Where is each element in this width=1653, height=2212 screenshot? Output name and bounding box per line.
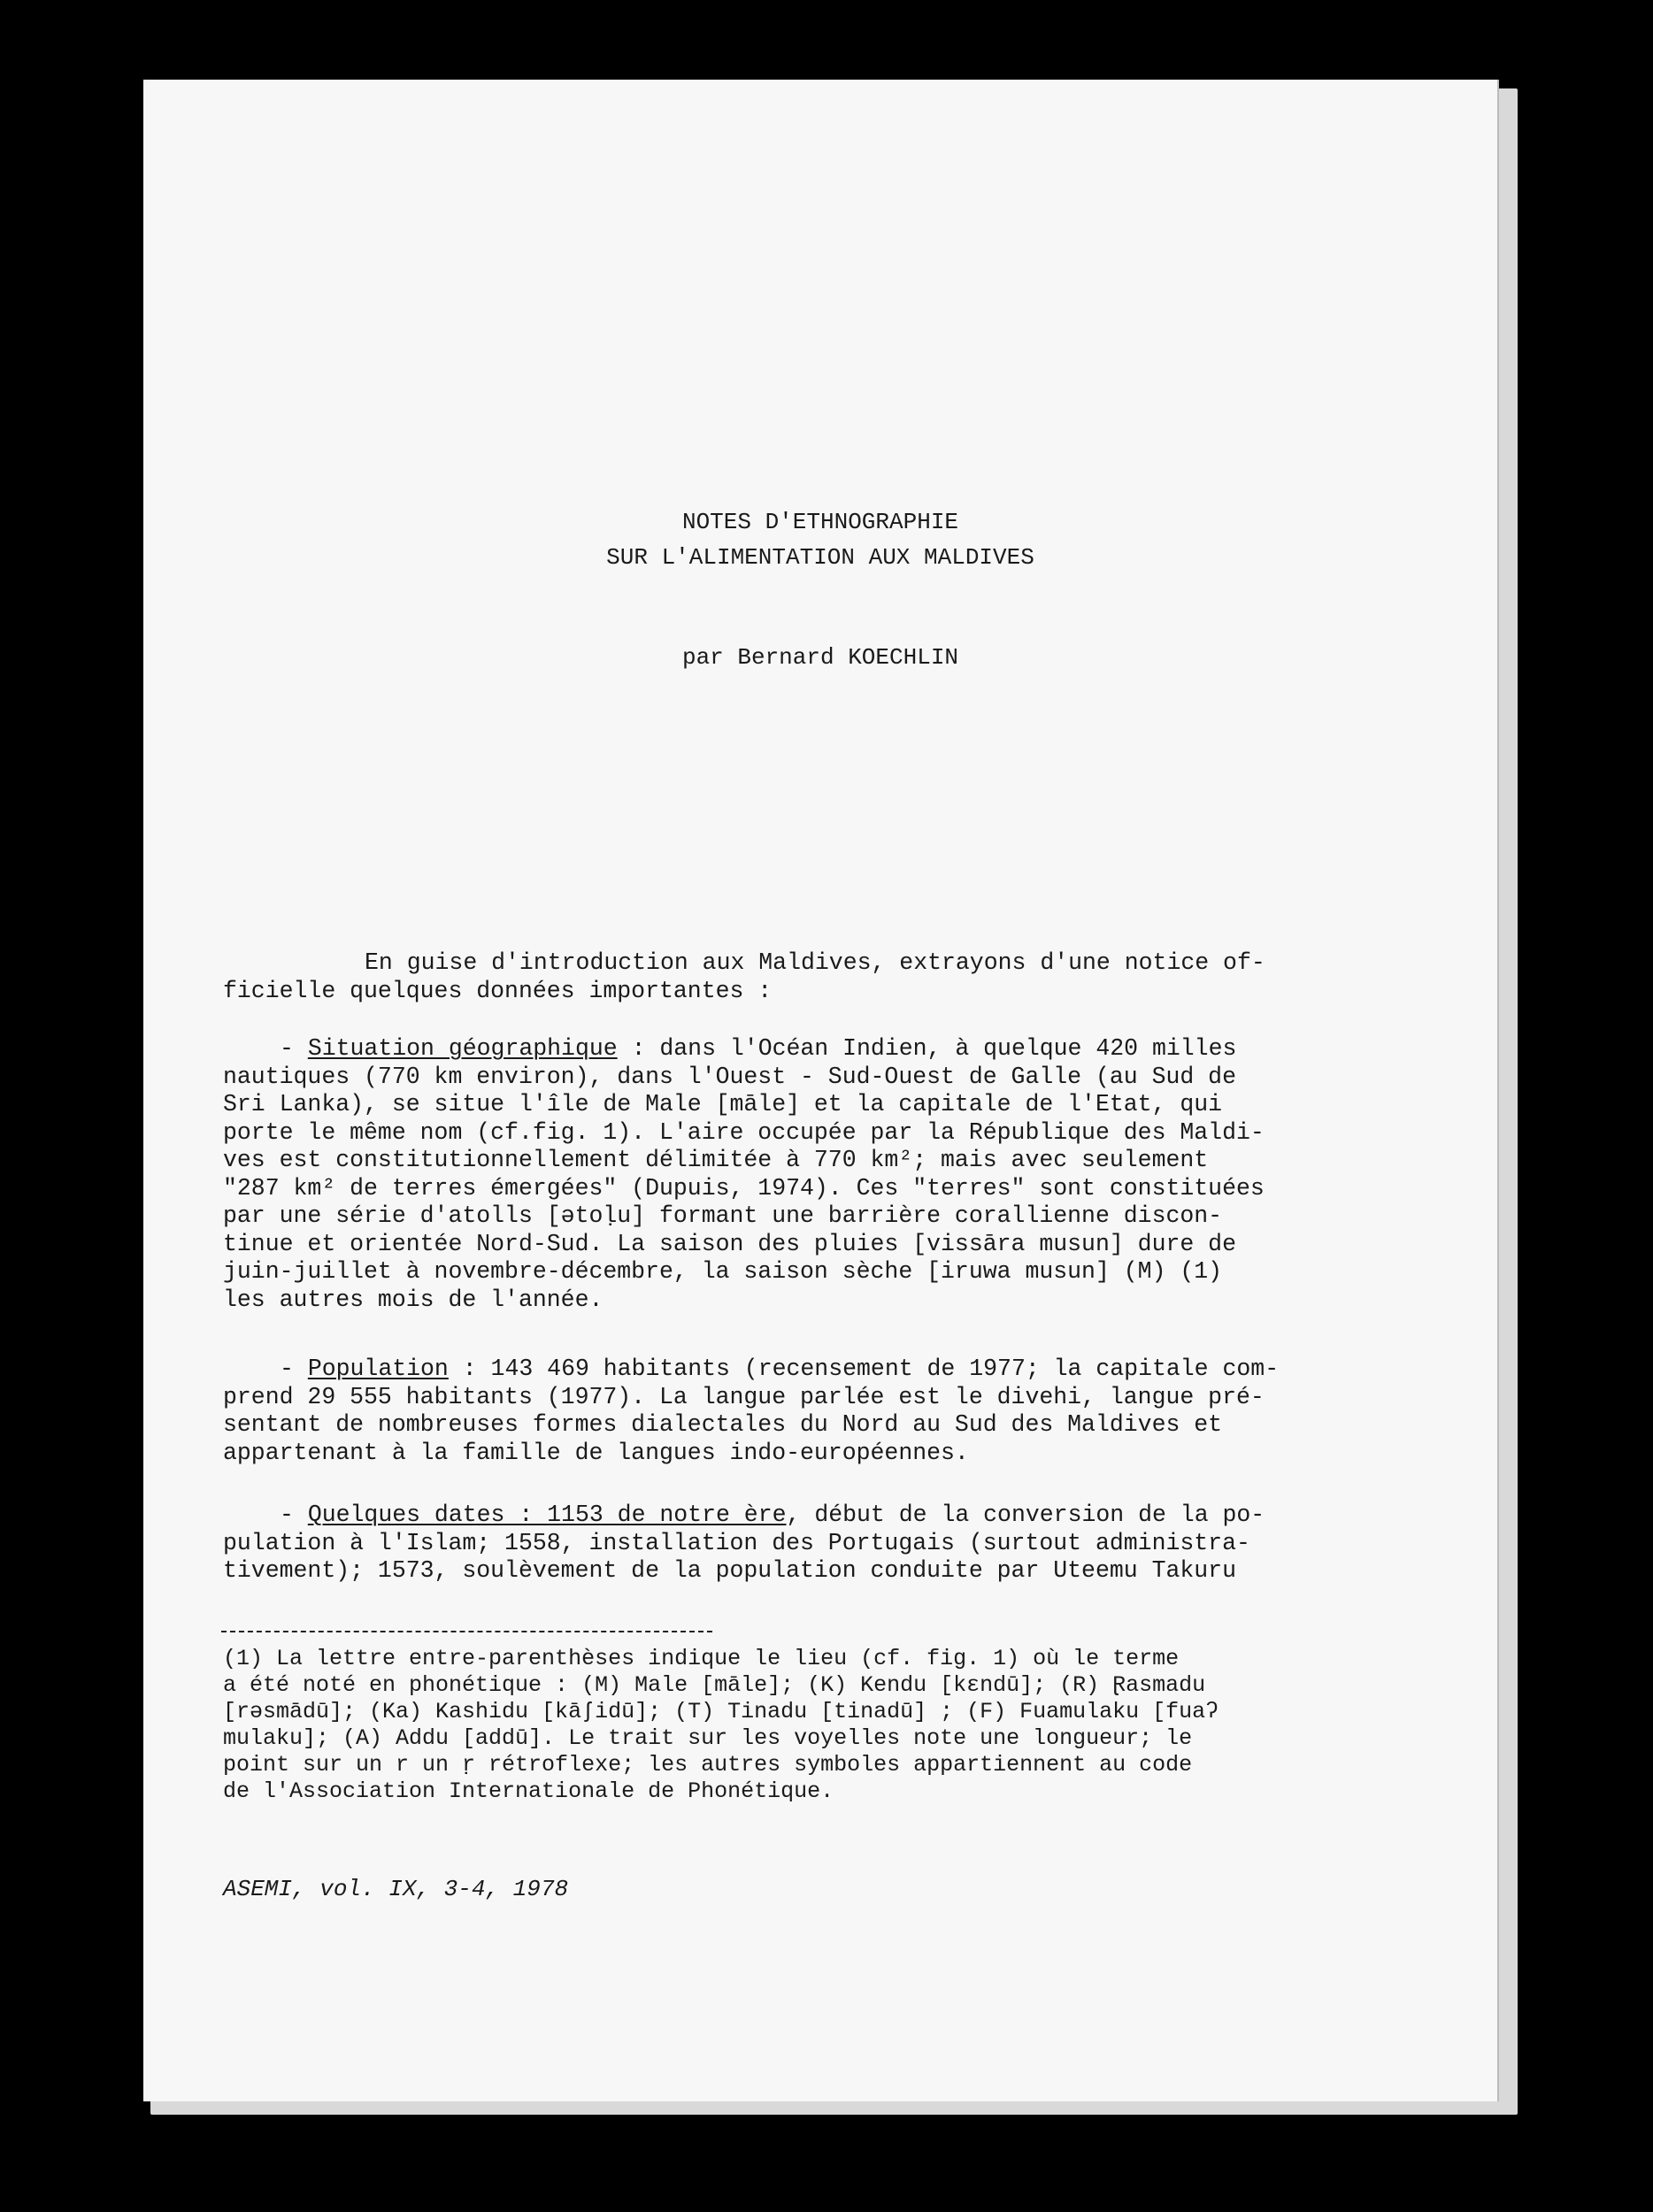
section-body-situation: : dans l'Océan Indien, à quelque 420 milles nautiques (770 km environ), dans l'Ouest - Sud-Ouest de Galle (au Sud de Sri Lanka), se situe l'île de Male [mālе] et la capitale de l'Etat, qui porte le même nom (cf.fig. 1). L'aire occupée par la République des Maldi- ves est constitutionnellement délimitée à 770 km²; mais avec seulement "287 km² de terres émergées" (Dupuis, 1974). Ces "terres" sont constituées par une série d'atolls [ətoḷu] formant une barrière corallienne discon- tinue et orientée Nord-Sud. La saison des pluies [vissāra musun] dure de juin-juillet à novembre-décembre, la saison sèche [iruwa musun] (M) (1) les autres mois de l'année. — [223, 1035, 1265, 1313]
section-body-population: : 143 469 habitants (recensement de 1977; la capitale com- prend 29 555 habitants (1977). La langue parlée est le divehi, langue pré- sentant de nombreuses formes dialectales du Nord au Sud des Maldives et appartenant à la famille de langues indo-européennes. — [223, 1356, 1280, 1466]
section-body-dates: , début de la conversion de la po- pulation à l'Islam; 1558, installation des Portugais (surtout administra- tivement); 1573, soulèvement de la population conduite par Uteemu Takuru — [223, 1502, 1265, 1584]
section-dash: - — [280, 1035, 308, 1062]
intro-paragraph: En guise d'introduction aux Maldives, extrayons d'une notice of- ficielle quelques données importantes : — [223, 949, 1265, 1004]
section-dash: - — [280, 1356, 308, 1382]
section-heading-population: Population — [307, 1356, 449, 1382]
section-heading-situation: Situation géographique — [307, 1035, 618, 1062]
byline: par Bernard KOECHLIN — [681, 644, 959, 671]
footnote: (1) La lettre entre-parenthèses indique le lieu (cf. fig. 1) où le terme a été noté en phonétique : (M) Male [mālе]; (K) Kendu [kɛndū]; (R) Ɽasmadu [rəsmādū]; (Ka) Kashidu [kāʃidū]; (T) Tinadu [tinadū] ; (F) Fuamulaku [fuaʔ mulaku]; (A) Addu [addū]. Le trait sur les voyelles note une longueur; le point sur un r un ṛ rétroflexe; les autres symboles appartiennent au code de l'Association Internationale de Phonétique. — [223, 1646, 1219, 1804]
section-heading-dates: Quelques dates : 1153 de notre ère — [307, 1502, 787, 1528]
section-dates — [223, 1502, 1391, 1586]
title-line-2: SUR L'ALIMENTATION AUX MALDIVES — [606, 544, 1034, 571]
footnote-rule — [221, 1631, 712, 1632]
section-dash: - — [280, 1502, 308, 1528]
show-through-text — [418, 257, 1435, 292]
section-population — [223, 1356, 1391, 1467]
document-page — [143, 80, 1497, 2101]
citation: ASEMI, vol. IX, 3-4, 1978 — [223, 1876, 569, 1902]
section-situation — [223, 1035, 1391, 1314]
title-line-1: NOTES D'ETHNOGRAPHIE — [681, 509, 959, 535]
